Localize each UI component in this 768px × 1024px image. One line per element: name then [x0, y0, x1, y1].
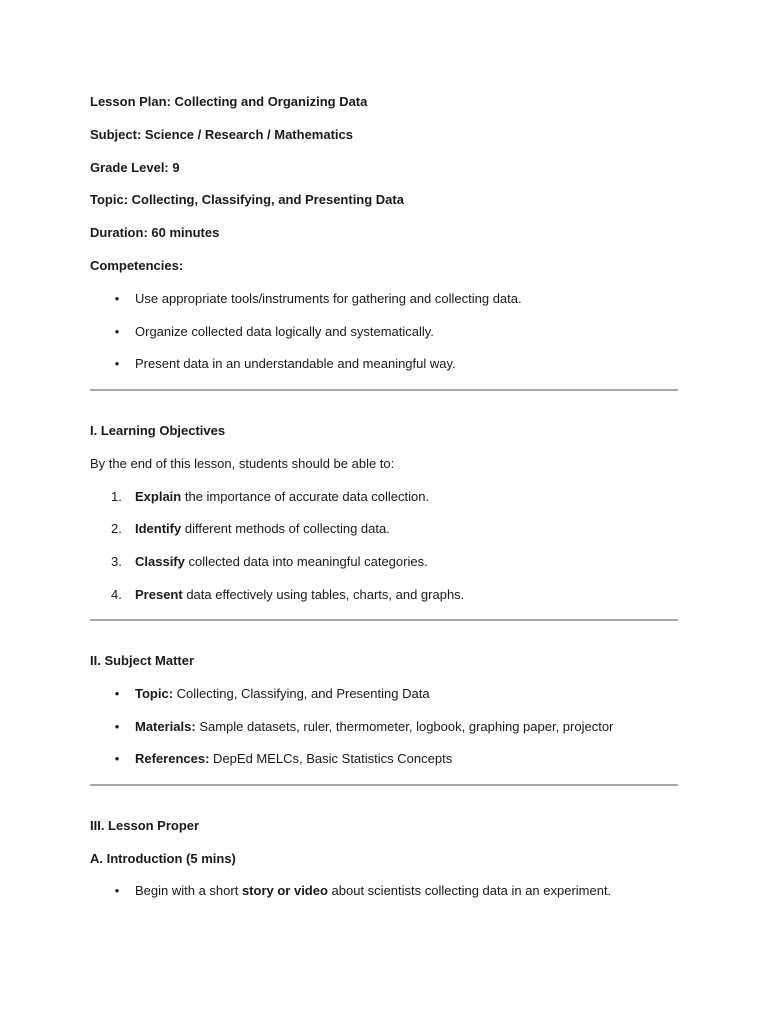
subject-matter-label: References:	[135, 751, 210, 766]
objective-verb: Explain	[135, 489, 182, 504]
lesson-proper-heading: III. Lesson Proper	[90, 818, 200, 833]
section-divider	[90, 619, 678, 621]
competency-text: Present data in an understandable and meaningful way.	[135, 356, 456, 371]
objective-text: different methods of collecting data.	[181, 521, 390, 536]
objective-text: the importance of accurate data collection.	[181, 489, 430, 504]
section-divider	[90, 389, 678, 391]
subject-matter-label: Topic:	[135, 686, 174, 701]
objective-verb: Identify	[135, 521, 182, 536]
objective-number: 4.	[111, 587, 122, 602]
objective-number: 3.	[111, 554, 122, 569]
subject-matter-text: DepEd MELCs, Basic Statistics Concepts	[209, 751, 453, 766]
objectives-intro: By the end of this lesson, students should be able to:	[90, 456, 395, 471]
competency-text: Organize collected data logically and systematically.	[135, 324, 434, 339]
bullet-glyph: •	[114, 686, 120, 701]
bullet-glyph: •	[114, 719, 120, 734]
duration-line: Duration: 60 minutes	[90, 225, 220, 240]
objective-text: collected data into meaningful categories.	[184, 554, 428, 569]
bullet-glyph: •	[114, 291, 120, 306]
section-divider	[90, 784, 678, 786]
competency-text: Use appropriate tools/instruments for gathering and collecting data.	[135, 291, 522, 306]
objectives-heading: I. Learning Objectives	[90, 423, 226, 438]
lesson-title: Lesson Plan: Collecting and Organizing Data	[90, 94, 368, 109]
bullet-glyph: •	[114, 324, 120, 339]
subject-matter-text: Collecting, Classifying, and Presenting Data	[173, 686, 430, 701]
objective-text: data effectively using tables, charts, and graphs.	[182, 587, 465, 602]
objective-verb: Present	[135, 587, 183, 602]
topic-line: Topic: Collecting, Classifying, and Presenting Data	[90, 192, 404, 207]
bullet-glyph: •	[114, 751, 120, 766]
introduction-text-end: about scientists collecting data in an experiment.	[327, 883, 612, 898]
subject-line: Subject: Science / Research / Mathematics	[90, 127, 353, 142]
bullet-glyph: •	[114, 883, 120, 898]
bullet-glyph: •	[114, 356, 120, 371]
competencies-heading: Competencies:	[90, 258, 184, 273]
subject-matter-label: Materials:	[135, 719, 196, 734]
objective-number: 2.	[111, 521, 122, 536]
introduction-text-start: Begin with a short	[135, 883, 242, 898]
introduction-heading: A. Introduction (5 mins)	[90, 851, 236, 866]
subject-matter-heading: II. Subject Matter	[90, 653, 195, 668]
objective-verb: Classify	[135, 554, 185, 569]
objective-number: 1.	[111, 489, 122, 504]
subject-matter-text: Sample datasets, ruler, thermometer, logbook, graphing paper, projector	[195, 719, 614, 734]
grade-line: Grade Level: 9	[90, 160, 180, 175]
introduction-emphasis: story or video	[241, 883, 328, 898]
